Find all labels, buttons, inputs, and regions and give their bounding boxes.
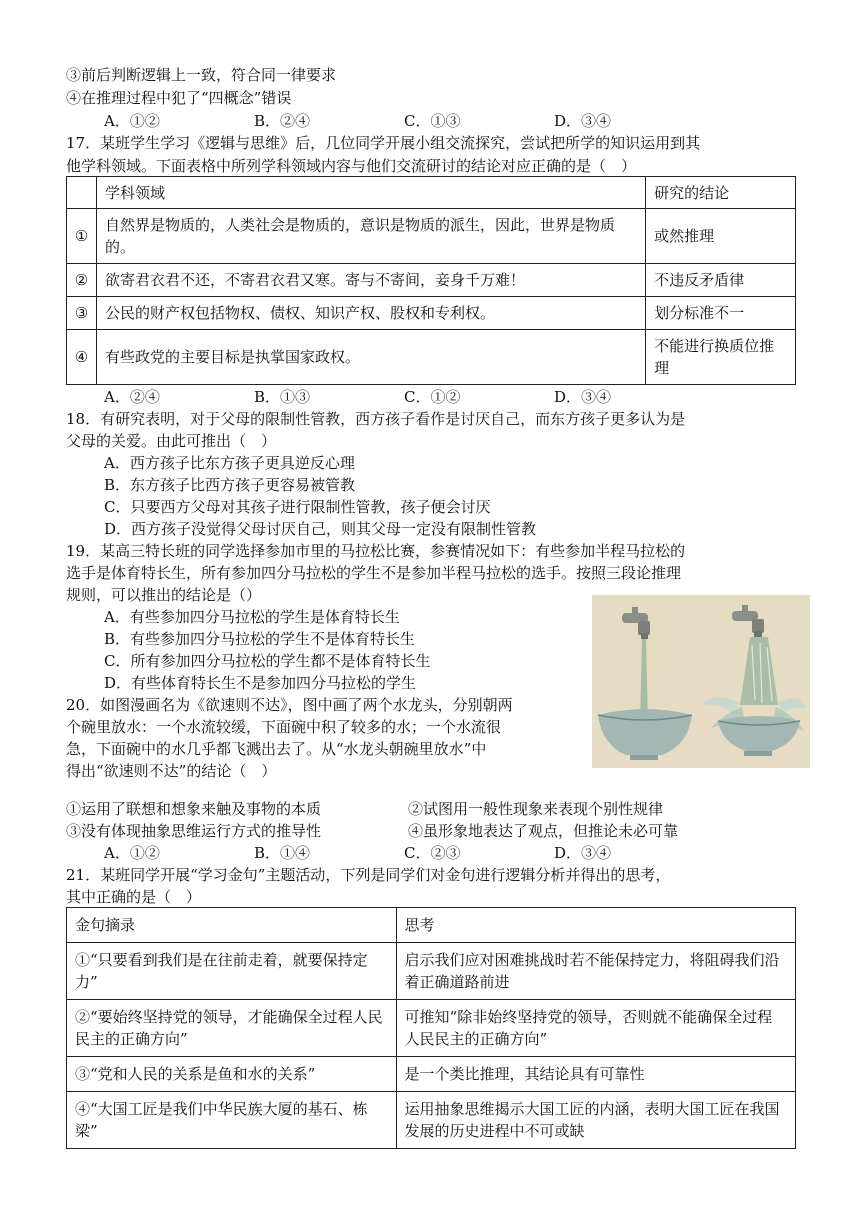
table-row (67, 943, 796, 1000)
q20-item-2: ②试图用一般性现象来表现个别性规律 (408, 800, 664, 818)
q18-stem-line2: 父母的关爱。由此可推出（ ） (66, 432, 277, 450)
option-d[interactable]: D．③④ (554, 112, 612, 130)
header-num (67, 177, 97, 209)
table-row (67, 1000, 796, 1057)
row-field: 欲寄君衣君不还，不寄君衣君又寒。寄与不寄间，妾身千万难！ (96, 264, 645, 297)
option-a[interactable]: A．②④ (104, 388, 160, 406)
table-header-row (67, 177, 796, 209)
option-b[interactable]: B．②④ (254, 112, 311, 130)
option-d[interactable]: D．③④ (554, 844, 612, 862)
q20-item-3: ③没有体现抽象思维运行方式的推导性 (66, 822, 322, 840)
q19-choice-c[interactable]: C．所有参加四分马拉松的学生都不是体育特长生 (104, 652, 431, 670)
prev-statement-4: ④在推理过程中犯了“四概念”错误 (66, 89, 292, 107)
q17-table (66, 176, 796, 385)
q18-choice-c[interactable]: C．只要西方父母对其孩子进行限制性管教，孩子便会讨厌 (104, 498, 491, 516)
q19-stem-line2: 选手是体育特长生，所有参加四分马拉松的学生不是参加半程马拉松的选手。按照三段论推理 (66, 564, 682, 582)
table-header-row (67, 908, 796, 943)
row-number: ④ (67, 330, 97, 385)
q21-table (66, 907, 796, 1149)
table-row (67, 209, 796, 264)
row-number: ② (67, 264, 97, 297)
q19-stem-line3: 规则，可以推出的结论是（） (66, 586, 262, 604)
q20-item-4: ④虽形象地表达了观点，但推论未必可靠 (408, 822, 679, 840)
q19-stem-line1: 19．某高三特长班的同学选择参加市里的马拉松比赛，参赛情况如下：有些参加半程马拉松的 (66, 542, 686, 560)
q20-options (104, 843, 664, 863)
row-field: 公民的财产权包括物权、债权、知识产权、股权和专利权。 (96, 297, 645, 330)
row-thought: 启示我们应对困难挑战时若不能保持定力，将阻碍我们沿着正确道路前进 (396, 943, 795, 1000)
header-thought: 思考 (396, 908, 795, 943)
row-quote: ②“要始终坚持党的领导，才能确保全过程人民民主的正确方向” (67, 1000, 397, 1057)
faucet-cartoon-image (592, 595, 810, 768)
table-row (67, 1057, 796, 1092)
option-c[interactable]: C．①③ (404, 112, 461, 130)
q17-stem-line2: 他学科领域。下面表格中所列学科领域内容与他们交流研讨的结论对应正确的是（ ） (66, 157, 637, 175)
row-field: 有些政党的主要目标是执掌国家政权。 (96, 330, 645, 385)
option-c[interactable]: C．①② (404, 388, 461, 406)
q20-stem-line2: 个碗里放水：一个水流较缓，下面碗中积了较多的水；一个水流很 (66, 718, 502, 736)
row-number: ③ (67, 297, 97, 330)
row-thought: 是一个类比推理，其结论具有可靠性 (396, 1057, 795, 1092)
option-a[interactable]: A．①② (104, 844, 160, 862)
table-row (67, 330, 796, 385)
row-conclusion: 划分标准不一 (646, 297, 796, 330)
row-conclusion: 不违反矛盾律 (646, 264, 796, 297)
row-quote: ③“党和人民的关系是鱼和水的关系” (67, 1057, 397, 1092)
row-number: ① (67, 209, 97, 264)
option-b[interactable]: B．①④ (254, 844, 311, 862)
header-quote: 金句摘录 (67, 908, 397, 943)
q20-stem-line3: 急，下面碗中的水几乎都飞溅出去了。从“水龙头朝碗里放水”中 (66, 740, 487, 758)
row-quote: ①“只要看到我们是在往前走着，就要保持定力” (67, 943, 397, 1000)
table-row (67, 264, 796, 297)
q18-stem-line1: 18．有研究表明，对于父母的限制性管教，西方孩子看作是讨厌自己，而东方孩子更多认为是 (66, 410, 686, 428)
prev-statement-3: ③前后判断逻辑上一致，符合同一律要求 (66, 66, 337, 84)
q17-stem-line1: 17．某班学生学习《逻辑与思维》后，几位同学开展小组交流探究，尝试把所学的知识运用到其 (66, 134, 701, 152)
header-field: 学科领域 (96, 177, 645, 209)
q19-choice-b[interactable]: B．有些参加四分马拉松的学生不是体育特长生 (104, 630, 416, 648)
option-c[interactable]: C．②③ (404, 844, 461, 862)
q19-choice-d[interactable]: D．有些体育特长生不是参加四分马拉松的学生 (104, 674, 417, 692)
prev-options (104, 111, 664, 131)
option-a[interactable]: A．①② (104, 112, 160, 130)
option-d[interactable]: D．③④ (554, 388, 612, 406)
row-conclusion: 不能进行换质位推理 (646, 330, 796, 385)
row-field: 自然界是物质的，人类社会是物质的，意识是物质的派生，因此，世界是物质的。 (96, 209, 645, 264)
q17-options (104, 387, 664, 407)
q19-choice-a[interactable]: A．有些参加四分马拉松的学生是体育特长生 (104, 608, 400, 626)
row-quote: ④“大国工匠是我们中华民族大厦的基石、栋梁” (67, 1092, 397, 1149)
q18-choice-d[interactable]: D．西方孩子没觉得父母讨厌自己，则其父母一定没有限制性管教 (104, 520, 537, 538)
q20-item-1: ①运用了联想和想象来触及事物的本质 (66, 800, 322, 818)
q21-stem-line1: 21．某班同学开展“学习金句”主题活动，下列是同学们对金句进行逻辑分析并得出的思考， (66, 866, 671, 884)
header-conclusion: 研究的结论 (646, 177, 796, 209)
option-b[interactable]: B．①③ (254, 388, 311, 406)
table-row (67, 1092, 796, 1149)
q18-choice-a[interactable]: A．西方孩子比东方孩子更具逆反心理 (104, 454, 355, 472)
row-thought: 可推知“除非始终坚持党的领导，否则就不能确保全过程人民民主的正确方向” (396, 1000, 795, 1057)
q20-stem-line1: 20．如图漫画名为《欲速则不达》，图中画了两个水龙头，分别朝两 (66, 696, 513, 714)
row-conclusion: 或然推理 (646, 209, 796, 264)
q21-stem-line2: 其中正确的是（ ） (66, 888, 202, 906)
q20-stem-line4: 得出“欲速则不达”的结论（ ） (66, 762, 277, 780)
table-row (67, 297, 796, 330)
q18-choice-b[interactable]: B．东方孩子比西方孩子更容易被管教 (104, 476, 356, 494)
row-thought: 运用抽象思维揭示大国工匠的内涵，表明大国工匠在我国发展的历史进程中不可或缺 (396, 1092, 795, 1149)
